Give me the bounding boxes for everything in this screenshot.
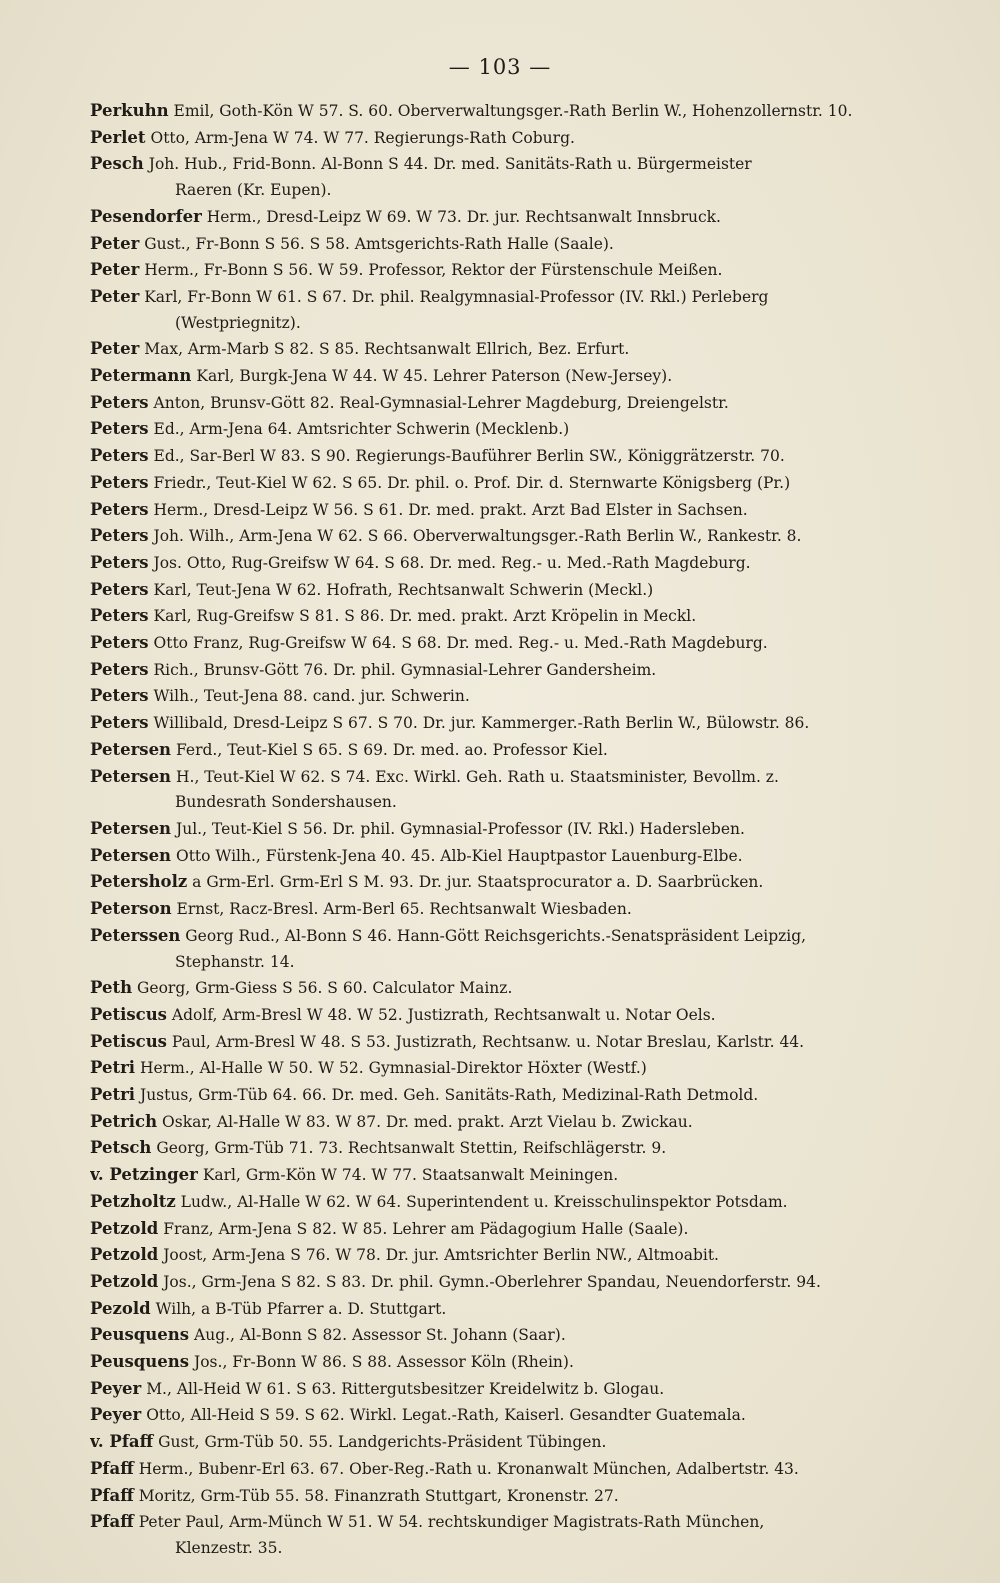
entry-text: Joh. Hub., Frid-Bonn. Al-Bonn S 44. Dr. med. Sanitäts-Rath u. Bürgermeister [148, 155, 752, 174]
entry-text: Herm., Al-Halle W 50. W 52. Gymnasial-Direktor Höxter (Westf.) [139, 1059, 647, 1078]
entry-text: Aug., Al-Bonn S 82. Assessor St. Johann (Saar). [194, 1326, 566, 1345]
entry-continuation-text: Klenzestr. 35. [175, 1538, 283, 1557]
entry-text: Wilh., Teut-Jena 88. cand. jur. Schwerin. [153, 687, 470, 706]
entry-text: Otto Wilh., Fürstenk-Jena 40. 45. Alb-Kiel Hauptpastor Lauenburg-Elbe. [176, 846, 743, 865]
entry-surname: Peters [90, 552, 149, 572]
entry-surname: Peter [90, 233, 140, 253]
list-item [90, 1509, 920, 1536]
entry-surname: Petzold [90, 1271, 159, 1291]
entry-text: Joh. Wilh., Arm-Jena W 62. S 66. Oberverwaltungsger.-Rath Berlin W., Rankestr. 8. [153, 527, 802, 546]
entry-surname: Peter [90, 286, 140, 306]
entry-surname: Petersen [90, 818, 172, 838]
entry-surname: Peters [90, 526, 149, 546]
list-item [90, 816, 920, 843]
entry-text: Karl, Teut-Jena W 62. Hofrath, Rechtsanwalt Schwerin (Meckl.) [153, 580, 654, 599]
entry-text: Georg, Grm-Tüb 71. 73. Rechtsanwalt Stettin, Reifschlägerstr. 9. [156, 1139, 667, 1158]
entry-surname: Petersen [90, 845, 172, 865]
entry-surname: Petsch [90, 1138, 152, 1158]
list-item [90, 1055, 920, 1082]
entry-text: Justus, Grm-Tüb 64. 66. Dr. med. Geh. Sanitäts-Rath, Medizinal-Rath Detmold. [139, 1086, 759, 1105]
list-item [90, 1322, 920, 1349]
entry-text: Anton, Brunsv-Gött 82. Real-Gymnasial-Lehrer Magdeburg, Dreiengelstr. [153, 393, 729, 412]
list-item [90, 683, 920, 710]
entry-text: H., Teut-Kiel W 62. S 74. Exc. Wirkl. Geh. Rath u. Staatsminister, Bevollm. z. [176, 767, 779, 786]
entry-surname: Peters [90, 659, 149, 679]
list-item [90, 975, 920, 1002]
entry-surname: Peterson [90, 899, 172, 919]
entry-continuation-text: Bundesrath Sondershausen. [175, 793, 397, 812]
list-item [90, 416, 920, 443]
entry-list [90, 98, 920, 1562]
list-item [90, 1483, 920, 1510]
entry-text: Jos., Grm-Jena S 82. S 83. Dr. phil. Gymn.-Oberlehrer Spandau, Neuendorferstr. 94. [163, 1272, 821, 1291]
entry-continuation-text: (Westpriegnitz). [175, 313, 301, 332]
list-item [90, 1189, 920, 1216]
entry-surname: Petzold [90, 1245, 159, 1265]
entry-text: Herm., Bubenr-Erl 63. 67. Ober-Reg.-Rath u. Kronanwalt München, Adalbertstr. 43. [138, 1459, 799, 1478]
entry-continuation [90, 178, 920, 204]
list-item [90, 896, 920, 923]
entry-text: Friedr., Teut-Kiel W 62. S 65. Dr. phil. o. Prof. Dir. d. Sternwarte Königsberg (Pr.) [153, 473, 791, 492]
list-item [90, 1002, 920, 1029]
entry-surname: Peters [90, 392, 149, 412]
entry-surname: Peters [90, 419, 149, 439]
entry-text: Emil, Goth-Kön W 57. S. 60. Oberverwaltungsger.-Rath Berlin W., Hohenzollernstr. 10. [173, 102, 853, 120]
entry-text: Ernst, Racz-Bresl. Arm-Berl 65. Rechtsanwalt Wiesbaden. [176, 900, 632, 919]
list-item [90, 869, 920, 896]
list-item [90, 443, 920, 470]
entry-surname: Peters [90, 446, 149, 466]
entry-text: Moritz, Grm-Tüb 55. 58. Finanzrath Stuttgart, Kronenstr. 27. [138, 1486, 619, 1505]
entry-text: Otto, All-Heid S 59. S 62. Wirkl. Legat.-Rath, Kaiserl. Gesandter Guatemala. [146, 1406, 746, 1425]
page-number: — 103 — [448, 55, 552, 79]
entry-text: Georg, Grm-Giess S 56. S 60. Calculator Mainz. [137, 979, 513, 998]
entry-text: Herm., Dresd-Leipz W 56. S 61. Dr. med. prakt. Arzt Bad Elster in Sachsen. [153, 500, 748, 519]
entry-surname: Perkuhn [90, 101, 169, 120]
list-item [90, 125, 920, 152]
list-item [90, 497, 920, 524]
list-item [90, 336, 920, 363]
entry-text: Otto, Arm-Jena W 74. W 77. Regierungs-Rath Coburg. [150, 128, 575, 147]
entry-text: Oskar, Al-Halle W 83. W 87. Dr. med. prakt. Arzt Vielau b. Zwickau. [162, 1112, 693, 1131]
entry-surname: Pesendorfer [90, 206, 202, 226]
list-item [90, 1402, 920, 1429]
entry-text: Herm., Fr-Bonn S 56. W 59. Professor, Rektor der Fürstenschule Meißen. [144, 261, 723, 280]
entry-surname: Petersholz [90, 872, 188, 892]
entry-text: Peter Paul, Arm-Münch W 51. W 54. rechtskundiger Magistrats-Rath München, [138, 1513, 765, 1532]
entry-surname: Petersen [90, 766, 172, 786]
list-item [90, 764, 920, 791]
entry-text: Willibald, Dresd-Leipz S 67. S 70. Dr. jur. Kammerger.-Rath Berlin W., Bülowstr. 86. [153, 714, 810, 733]
entry-surname: Perlet [90, 127, 146, 147]
list-item [90, 710, 920, 737]
entry-surname: Peters [90, 713, 149, 733]
entry-surname: v. Pfaff [90, 1432, 154, 1452]
entry-text: Jos., Fr-Bonn W 86. S 88. Assessor Köln (Rhein). [194, 1353, 574, 1372]
entry-surname: Peters [90, 686, 149, 706]
entry-text: Wilh, a B-Tüb Pfarrer a. D. Stuttgart. [155, 1299, 447, 1318]
entry-text: Ed., Sar-Berl W 83. S 90. Regierungs-Bauführer Berlin SW., Königgrätzerstr. 70. [153, 447, 785, 466]
list-item [90, 923, 920, 950]
list-item [90, 284, 920, 311]
list-item [90, 204, 920, 231]
entry-text: Jos. Otto, Rug-Greifsw W 64. S 68. Dr. med. Reg.- u. Med.-Rath Magdeburg. [153, 553, 751, 572]
list-item [90, 231, 920, 258]
entry-text: a Grm-Erl. Grm-Erl S M. 93. Dr. jur. Staatsprocurator a. D. Saarbrücken. [192, 873, 764, 892]
list-item [90, 1296, 920, 1323]
list-item [90, 1082, 920, 1109]
list-item [90, 257, 920, 284]
entry-text: Karl, Grm-Kön W 74. W 77. Staatsanwalt Meiningen. [202, 1166, 619, 1185]
entry-surname: Peth [90, 978, 133, 998]
entry-continuation [90, 950, 920, 976]
entry-text: Adolf, Arm-Bresl W 48. W 52. Justizrath, Rechtsanwalt u. Notar Oels. [171, 1005, 716, 1024]
entry-text: Jul., Teut-Kiel S 56. Dr. phil. Gymnasial-Professor (IV. Rkl.) Hadersleben. [176, 819, 745, 838]
entry-surname: Peyer [90, 1405, 142, 1425]
list-item [90, 1269, 920, 1296]
entry-text: Karl, Fr-Bonn W 61. S 67. Dr. phil. Realgymnasial-Professor (IV. Rkl.) Perleberg [144, 287, 769, 306]
list-item [90, 550, 920, 577]
entry-text: Paul, Arm-Bresl W 48. S 53. Justizrath, Rechtsanw. u. Notar Breslau, Karlstr. 44. [171, 1032, 805, 1051]
entry-surname: Pezold [90, 1298, 151, 1318]
list-item [90, 390, 920, 417]
list-item [90, 363, 920, 390]
entry-text: Gust, Grm-Tüb 50. 55. Landgerichts-Präsident Tübingen. [158, 1433, 607, 1452]
list-item [90, 1429, 920, 1456]
entry-text: Joost, Arm-Jena S 76. W 78. Dr. jur. Amtsrichter Berlin NW., Altmoabit. [163, 1246, 719, 1265]
entry-continuation [90, 1536, 920, 1562]
entry-surname: Peyer [90, 1378, 142, 1398]
entry-surname: Pesch [90, 154, 144, 174]
entry-surname: Peterssen [90, 925, 181, 945]
entry-surname: Petermann [90, 366, 192, 386]
entry-surname: Pfaff [90, 1512, 134, 1532]
entry-surname: Petiscus [90, 1004, 167, 1024]
entry-surname: Peusquens [90, 1352, 190, 1372]
entry-surname: Pfaff [90, 1458, 134, 1478]
list-item [90, 1029, 920, 1056]
list-item [90, 1376, 920, 1403]
entry-surname: Petiscus [90, 1031, 167, 1051]
entry-surname: Peters [90, 606, 149, 626]
list-item [90, 523, 920, 550]
entry-text: Karl, Rug-Greifsw S 81. S 86. Dr. med. prakt. Arzt Kröpelin in Meckl. [153, 607, 697, 626]
entry-text: Herm., Dresd-Leipz W 69. W 73. Dr. jur. Rechtsanwalt Innsbruck. [206, 207, 721, 226]
entry-text: Georg Rud., Al-Bonn S 46. Hann-Gött Reichsgerichts.-Senatspräsident Leipzig, [185, 926, 807, 945]
entry-continuation [90, 790, 920, 816]
entry-surname: Petri [90, 1058, 136, 1078]
entry-continuation-text: Raeren (Kr. Eupen). [175, 181, 332, 200]
list-item [90, 1242, 920, 1269]
list-item [90, 151, 920, 178]
entry-continuation [90, 311, 920, 337]
list-item [90, 630, 920, 657]
list-item [90, 1349, 920, 1376]
entry-surname: Petzholtz [90, 1191, 176, 1211]
list-item [90, 470, 920, 497]
entry-text: Gust., Fr-Bonn S 56. S 58. Amtsgerichts-Rath Halle (Saale). [144, 234, 614, 253]
list-item [90, 657, 920, 684]
entry-continuation-text: Stephanstr. 14. [175, 952, 295, 971]
entry-surname: Pfaff [90, 1485, 134, 1505]
entry-surname: Petzold [90, 1218, 159, 1238]
list-item [90, 1109, 920, 1136]
entry-surname: Peusquens [90, 1325, 190, 1345]
entry-text: Otto Franz, Rug-Greifsw W 64. S 68. Dr. med. Reg.- u. Med.-Rath Magdeburg. [153, 634, 768, 653]
list-item [90, 603, 920, 630]
entry-text: Rich., Brunsv-Gött 76. Dr. phil. Gymnasial-Lehrer Gandersheim. [153, 660, 657, 679]
list-item [90, 1162, 920, 1189]
entry-text: Franz, Arm-Jena S 82. W 85. Lehrer am Pädagogium Halle (Saale). [163, 1219, 689, 1238]
entry-text: Ed., Arm-Jena 64. Amtsrichter Schwerin (Mecklenb.) [153, 420, 570, 439]
entry-text: Max, Arm-Marb S 82. S 85. Rechtsanwalt Ellrich, Bez. Erfurt. [144, 340, 630, 359]
entry-surname: v. Petzinger [90, 1165, 198, 1185]
entry-text: Karl, Burgk-Jena W 44. W 45. Lehrer Paterson (New-Jersey). [196, 367, 673, 386]
list-item [90, 1456, 920, 1483]
list-item [90, 1135, 920, 1162]
list-item [90, 843, 920, 870]
list-item [90, 98, 920, 125]
entry-surname: Petersen [90, 739, 172, 759]
entry-surname: Petrich [90, 1111, 158, 1131]
entry-text: Ludw., Al-Halle W 62. W 64. Superintendent u. Kreisschulinspektor Potsdam. [180, 1192, 788, 1211]
entry-surname: Peters [90, 472, 149, 492]
entry-surname: Peter [90, 339, 140, 359]
entry-text: M., All-Heid W 61. S 63. Rittergutsbesitzer Kreidelwitz b. Glogau. [146, 1379, 665, 1398]
list-item [90, 1216, 920, 1243]
entry-surname: Peter [90, 260, 140, 280]
entry-text: Ferd., Teut-Kiel S 65. S 69. Dr. med. ao. Professor Kiel. [176, 740, 608, 759]
entry-surname: Peters [90, 499, 149, 519]
list-item [90, 577, 920, 604]
list-item [90, 737, 920, 764]
entry-surname: Peters [90, 633, 149, 653]
entry-surname: Peters [90, 579, 149, 599]
entry-surname: Petri [90, 1085, 136, 1105]
